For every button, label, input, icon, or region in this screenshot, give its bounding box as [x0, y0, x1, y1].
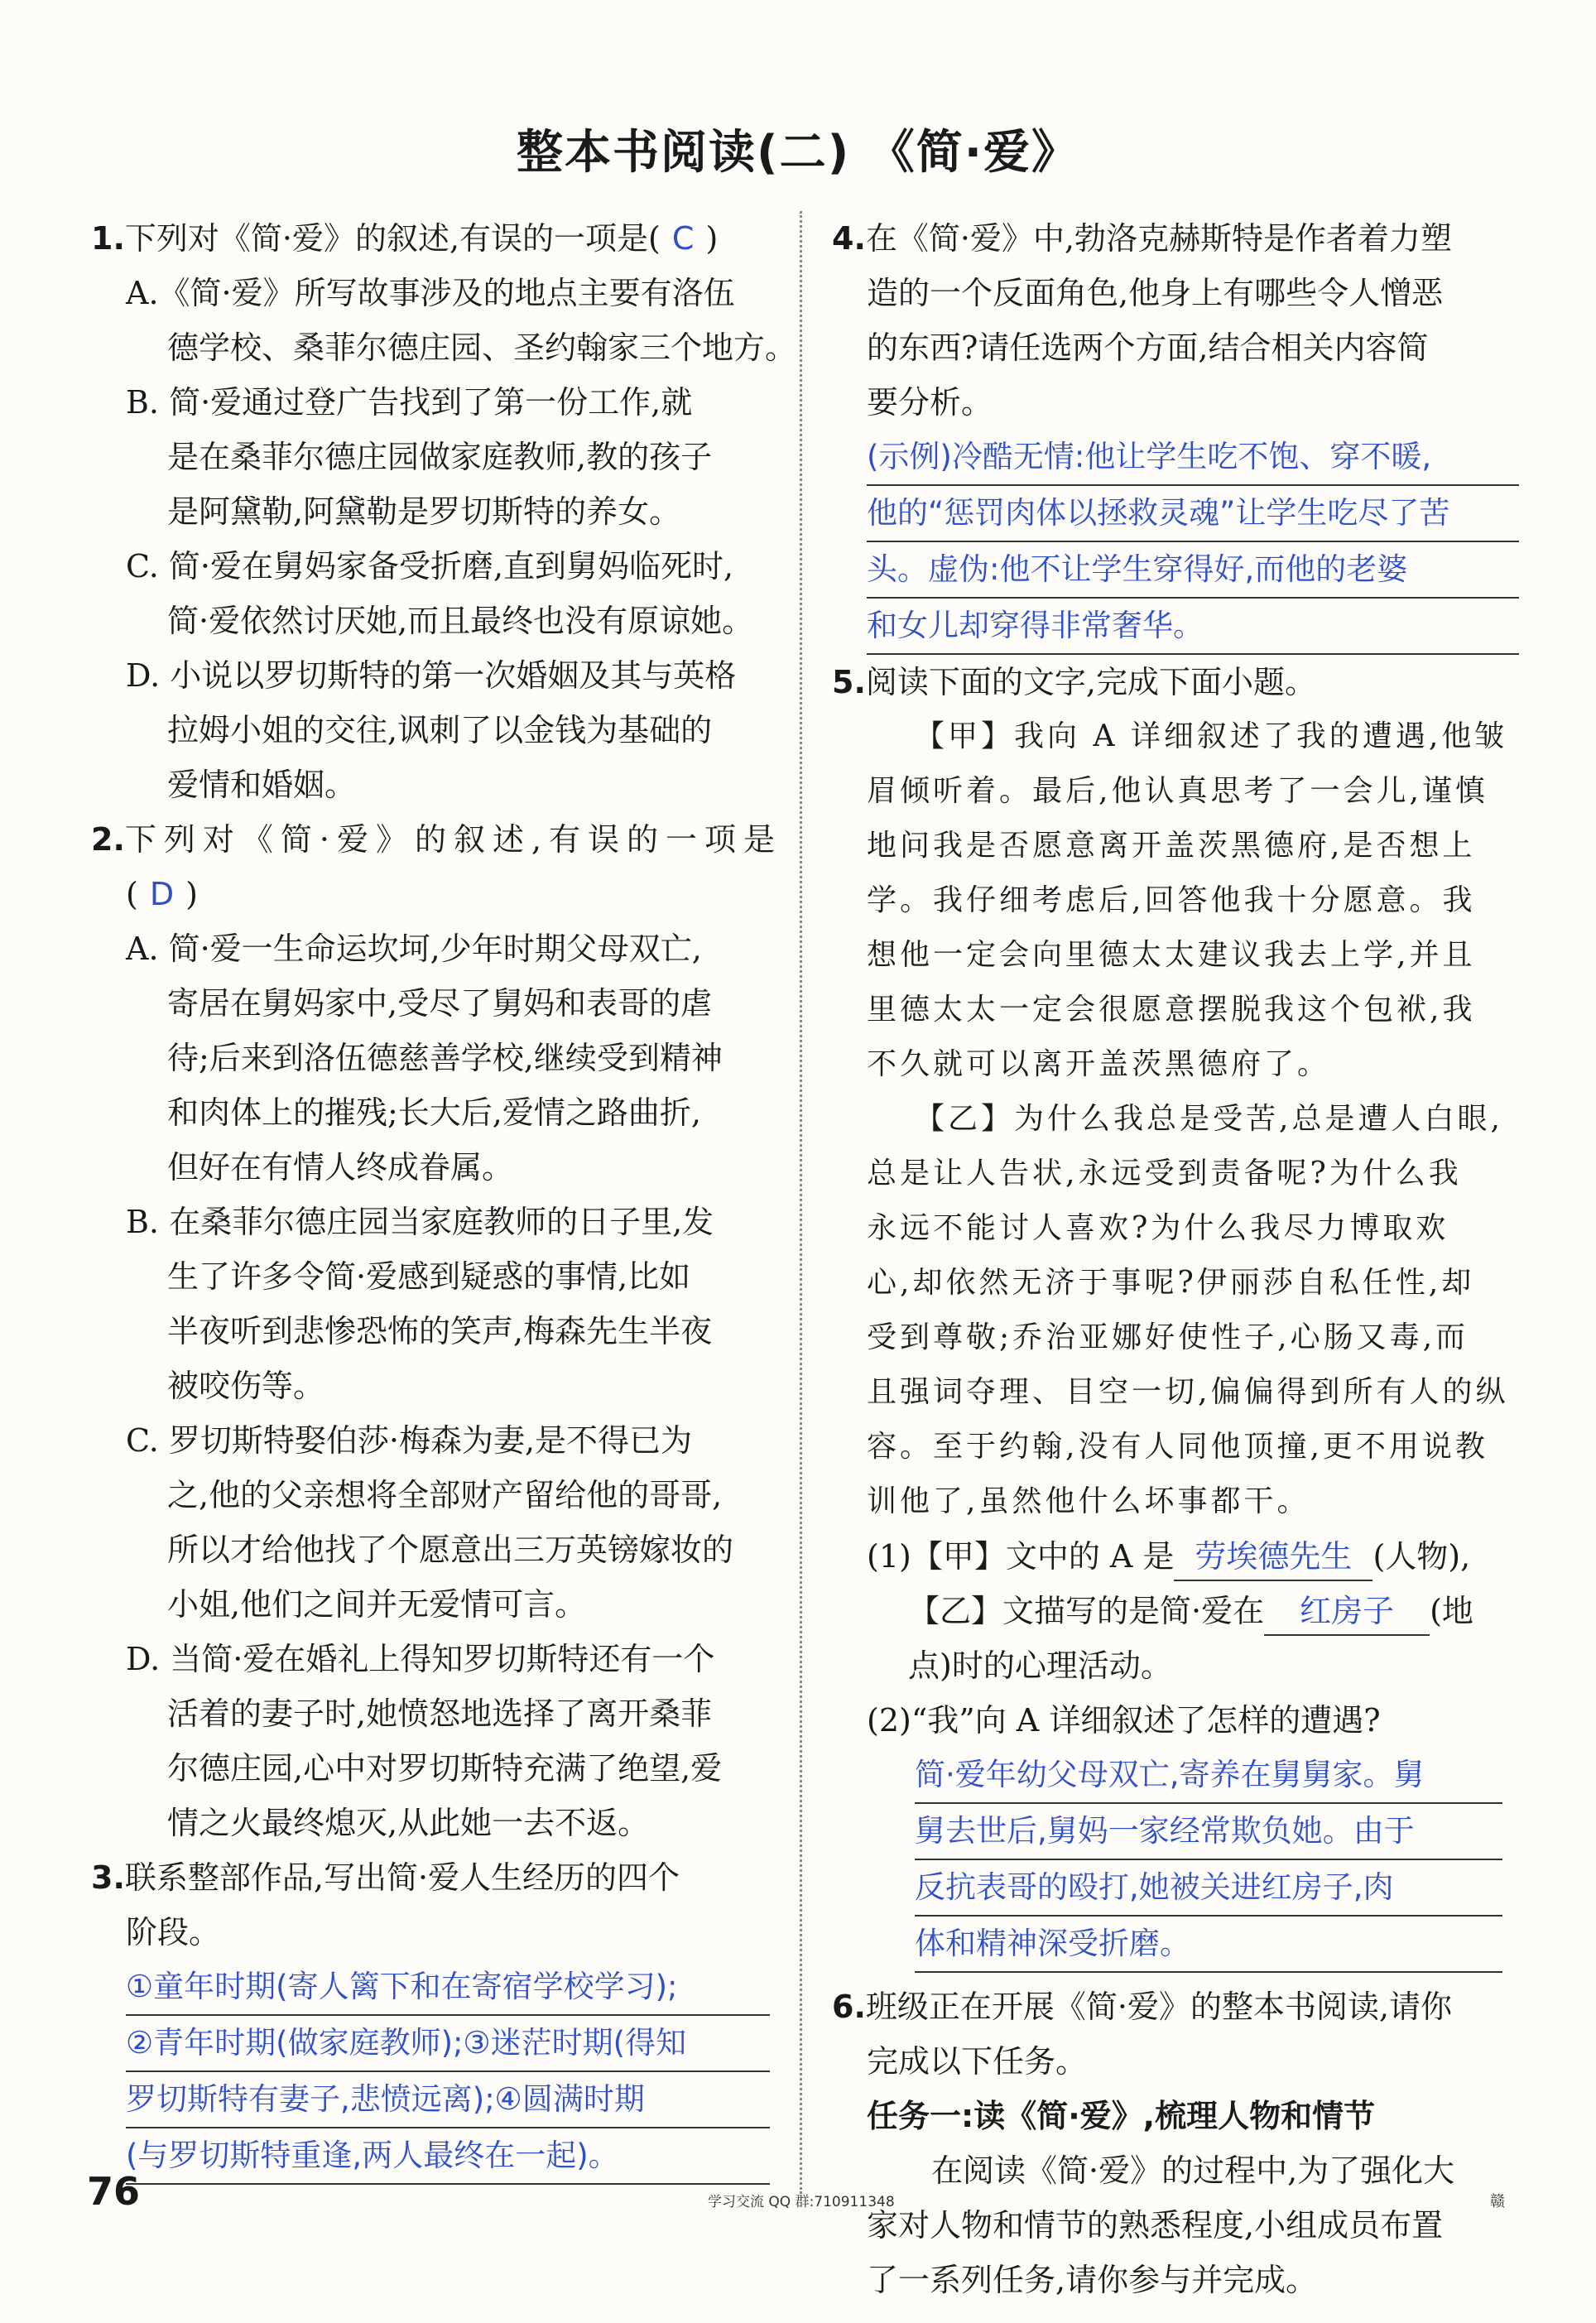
task-1-title: 任务一:读《简·爱》,梳理人物和情节 — [867, 2098, 1376, 2134]
question-3-stem: 3.联系整部作品,写出简·爱人生经历的四个 — [91, 1859, 680, 1896]
sub-question-1-cont: 【乙】文描写的是简·爱在 红房子 (地 — [832, 1584, 1519, 1638]
question-number: 2. — [91, 821, 125, 858]
question-2-answer: ( D ) — [126, 876, 198, 912]
option-d-cont: 拉姆小姐的交往,讽刺了以金钱为基础的 — [167, 712, 713, 748]
answer-line: 他的“惩罚肉体以拯救灵魂”让学生吃尽了苦 — [867, 486, 1519, 542]
option-a: A. 简·爱一生命运坎坷,少年时期父母双亡, — [126, 931, 702, 967]
question-6-stem: 6.班级正在开展《简·爱》的整本书阅读,请你 — [832, 1989, 1453, 2025]
question-4-stem: 4.在《简·爱》中,勃洛克赫斯特是作者着力塑 — [832, 220, 1453, 257]
question-number: 3. — [91, 1859, 125, 1896]
answer-line: 罗切斯特有妻子,悲愤远离);④圆满时期 — [126, 2072, 770, 2128]
task-1-body-cont: 家对人物和情节的熟悉程度,小组成员布置 — [867, 2207, 1444, 2244]
column-divider — [800, 211, 802, 2194]
footer-region: 赣 — [1490, 2193, 1505, 2210]
question-4-stem-cont: 造的一个反面角色,他身上有哪些令人憎恶 — [867, 275, 1444, 311]
answer-line: 反抗表哥的殴打,她被关进红房子,肉 — [915, 1860, 1502, 1917]
question-3-stem-cont: 阶段。 — [126, 1914, 221, 1950]
answer-blank: 劳埃德先生 — [1174, 1533, 1372, 1581]
option-a: A.《简·爱》所写故事涉及的地点主要有洛伍 — [126, 275, 735, 311]
question-number: 1. — [91, 220, 125, 257]
answer-choice: C — [671, 220, 695, 257]
option-a-cont: 德学校、桑菲尔德庄园、圣约翰家三个地方。 — [167, 329, 797, 366]
option-d-cont: 爱情和婚姻。 — [167, 767, 357, 803]
page-title: 整本书阅读(二) 《简·爱》 — [517, 126, 1079, 180]
question-number: 4. — [832, 220, 866, 257]
option-b-cont: 生了许多令简·爱感到疑惑的事情,比如 — [167, 1258, 691, 1295]
sub-question-2-answer — [915, 1748, 1502, 1973]
option-d-cont: 尔德庄园,心中对罗切斯特充满了绝望,爱 — [167, 1750, 723, 1787]
answer-line: 舅去世后,舅妈一家经常欺负她。由于 — [915, 1804, 1502, 1860]
answer-choice: D — [149, 876, 175, 912]
page-number: 76 — [87, 2169, 141, 2214]
option-a-cont: 待;后来到洛伍德慈善学校,继续受到精神 — [167, 1040, 723, 1076]
task-1-body: 在阅读《简·爱》的过程中,为了强化大 — [931, 2152, 1455, 2189]
answer-line: ①童年时期(寄人篱下和在寄宿学校学习); — [126, 1960, 770, 2016]
answer-line: ②青年时期(做家庭教师);③迷茫时期(得知 — [126, 2016, 770, 2072]
option-d: D. 小说以罗切斯特的第一次婚姻及其与英格 — [126, 657, 737, 694]
answer-line: 和女儿却穿得非常奢华。 — [867, 599, 1519, 655]
option-b-cont: 是阿黛勒,阿黛勒是罗切斯特的养女。 — [167, 493, 681, 530]
answer-line: 简·爱年幼父母双亡,寄养在舅舅家。舅 — [915, 1748, 1502, 1804]
option-c: C. 简·爱在舅妈家备受折磨,直到舅妈临死时, — [126, 548, 734, 584]
question-6-stem-cont: 完成以下任务。 — [867, 2043, 1088, 2080]
passage-jia: 【甲】我向 A 详细叙述了我的遭遇,他皱 眉倾听着。最后,他认真思考了一会儿,谨慎 地问我是否愿意离开盖茨黑德府,是否想上 学。我仔细考虑后,回答他我十分愿意。我 想他一定会向里德太太建议我去上学,并且 里德太太一定会很愿意摆脱我这个包袱,我 不久就可以离开盖茨黑德府了。 — [867, 719, 1508, 1081]
answer-line: (与罗切斯特重逢,两人最终在一起)。 — [126, 2128, 770, 2185]
question-1-stem: 1.下列对《简·爱》的叙述,有误的一项是( C ) — [91, 220, 719, 257]
option-b: B. 简·爱通过登广告找到了第一份工作,就 — [126, 384, 693, 421]
answer-line: 头。虚伪:他不让学生穿得好,而他的老婆 — [867, 542, 1519, 599]
sub-question-2: (2)“我”向 A 详细叙述了怎样的遭遇? — [867, 1702, 1381, 1739]
option-a-cont: 寄居在舅妈家中,受尽了舅妈和表哥的虐 — [167, 985, 713, 1022]
option-a-cont: 但好在有情人终成眷属。 — [167, 1149, 514, 1186]
option-d-cont: 活着的妻子时,她愤怒地选择了离开桑菲 — [167, 1695, 713, 1732]
option-c-cont: 小姐,他们之间并无爱情可言。 — [167, 1586, 587, 1623]
option-b-cont: 半夜听到悲惨恐怖的笑声,梅森先生半夜 — [167, 1313, 713, 1349]
option-a-cont: 和肉体上的摧残;长大后,爱情之路曲折, — [167, 1094, 701, 1131]
option-b: B. 在桑菲尔德庄园当家庭教师的日子里,发 — [126, 1204, 714, 1240]
option-d-cont: 情之火最终熄灭,从此她一去不返。 — [167, 1805, 650, 1841]
passage-yi: 【乙】为什么我总是受苦,总是遭人白眼, 总是让人告状,永远受到责备呢?为什么我 永远不能讨人喜欢?为什么我尽力博取欢 心,却依然无济于事呢?伊丽莎自私任性,却 受到尊敬;乔治亚娜好使性子,心肠又毒,而 且强词夺理、目空一切,偏偏得到所有人的纵 容。至于约翰,没有人同他顶撞,更不用说教 训他了,虽然他什么坏事都干。 — [867, 1102, 1509, 1518]
question-3-answer — [126, 1960, 770, 2185]
question-number: 6. — [832, 1989, 866, 2025]
option-c-cont: 简·爱依然讨厌她,而且最终也没有原谅她。 — [167, 603, 754, 639]
task-1-body-cont: 了一系列任务,请你参与并完成。 — [867, 2262, 1318, 2298]
question-4-stem-cont: 的东西?请任选两个方面,结合相关内容简 — [867, 329, 1429, 366]
option-c: C. 罗切斯特娶伯莎·梅森为妻,是不得已为 — [126, 1422, 693, 1459]
question-4-answer — [867, 430, 1519, 655]
option-c-cont: 之,他的父亲想将全部财产留给他的哥哥, — [167, 1477, 723, 1513]
footer-qq-group: 学习交流 QQ 群:710911348 — [708, 2194, 895, 2210]
option-d: D. 当简·爱在婚礼上得知罗切斯特还有一个 — [126, 1641, 715, 1677]
question-4-stem-cont: 要分析。 — [867, 384, 993, 421]
question-2-stem: 2.下列对《简·爱》的叙述,有误的一项是 — [91, 821, 783, 858]
sub-question-1: (1)【甲】文中的 A 是 劳埃德先生 (人物), — [832, 1529, 1519, 1584]
option-b-cont: 被咬伤等。 — [167, 1368, 325, 1404]
left-column — [91, 211, 797, 2185]
sub-question-1-cont: 点)时的心理活动。 — [908, 1647, 1172, 1684]
answer-line: (示例)冷酷无情:他让学生吃不饱、穿不暖, — [867, 430, 1519, 486]
option-c-cont: 所以才给他找了个愿意出三万英镑嫁妆的 — [167, 1532, 734, 1568]
answer-line: 体和精神深受折磨。 — [915, 1917, 1502, 1973]
question-5-stem: 5.阅读下面的文字,完成下面小题。 — [832, 664, 1316, 700]
option-b-cont: 是在桑菲尔德庄园做家庭教师,教的孩子 — [167, 439, 713, 475]
question-number: 5. — [832, 664, 866, 700]
right-column — [832, 211, 1519, 2307]
answer-blank: 红房子 — [1264, 1588, 1430, 1636]
